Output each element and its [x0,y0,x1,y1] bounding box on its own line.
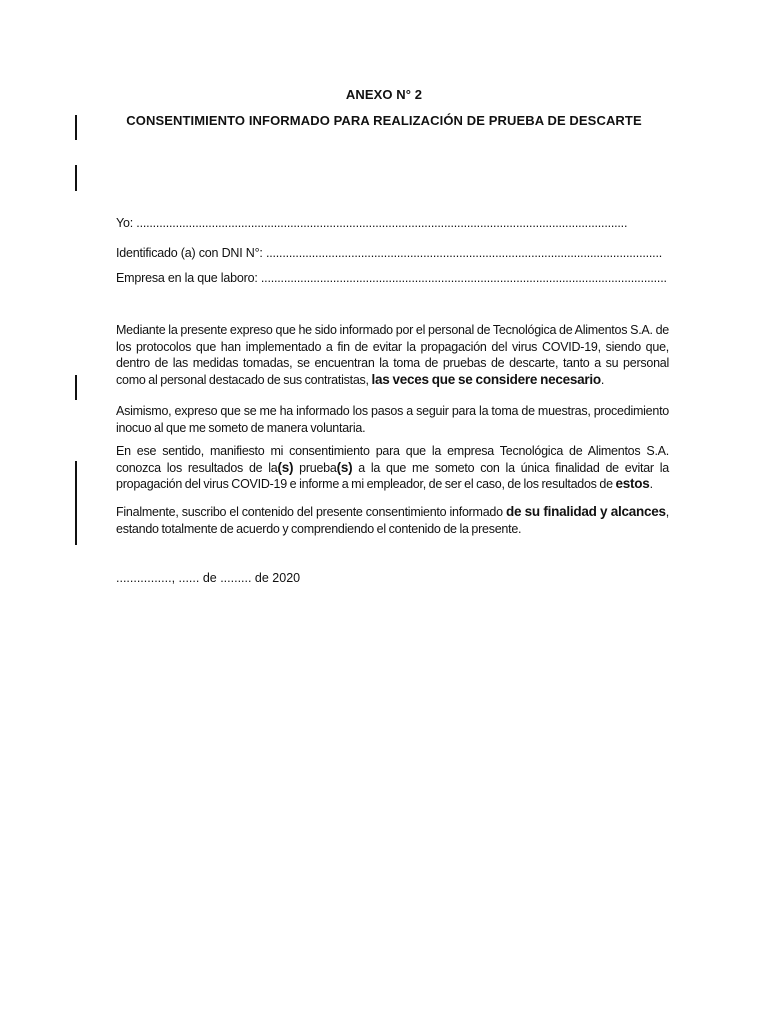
name-field-dots: ...................................................................................................................................................... [136,216,628,230]
paragraph-1 [116,322,669,388]
paragraph-3-text-1: En ese sentido, manifiesto mi consentimiento para que la empresa Tecnológica de Alimentos S.A. conozca los resultados de la [116,444,669,475]
document-subtitle: CONSENTIMIENTO INFORMADO PARA REALIZACIÓN DE PRUEBA DE DESCARTE [126,113,642,128]
margin-bar [75,461,77,545]
paragraph-4 [116,504,669,537]
paragraph-3-text-2: prueba [293,460,337,475]
name-field-label: Yo: [116,216,137,230]
paragraph-3-bold-3: estos [615,476,650,492]
document-title: ANEXO N° 2 [345,87,423,102]
paragraph-1-text: Mediante la presente expreso que he sido informado por el personal de Tecnológica de Alimentos S.A. de los protocolos que han implementado a fin de evitar la propagación del virus COVID-19, siendo que, dentro de las medidas tomadas, se encuentran la toma de pruebas de descarte, tanto a su personal como al personal destacado de sus contratistas, [116,323,669,387]
margin-bar [75,375,77,400]
paragraph-3-text-4: . [649,477,653,492]
paragraph-3-text-3: a la que me someto con la única finalidad de evitar la propagación del virus COVID-19 e informe a mi empleador, de ser el caso, de los resultados de [116,460,669,492]
paragraph-3-bold-2: (s) [336,459,353,475]
paragraph-1-end: . [600,372,605,387]
company-field [116,271,669,285]
paragraph-4-text-2: , estando totalmente de acuerdo y comprendiendo el contenido de la presente. [116,505,669,536]
paragraph-1-bold: las veces que se considere necesario [371,371,601,387]
name-field [116,216,669,230]
company-field-dots: ............................................................................................................................ [260,271,667,285]
paragraph-2: Asimismo, expreso que se me ha informado los pasos a seguir para la toma de muestras, procedimiento inocuo al que me someto de manera voluntaria. [116,404,669,435]
dni-field-label: Identificado (a) con DNI N°: [116,246,266,260]
date-line: ................, ...... de ......... de 2020 [116,571,301,585]
paragraph-4-text-1: Finalmente, suscribo el contenido del presente consentimiento informado [116,505,506,519]
paragraph-3 [116,443,669,493]
margin-bar [75,165,77,191]
dni-field [116,246,669,260]
dni-field-dots: ......................................................................................................................... [265,246,662,260]
paragraph-3-bold-1: (s) [277,459,294,475]
paragraph-4-bold: de su finalidad y alcances [505,504,666,519]
company-field-label: Empresa en la que laboro: [116,271,261,285]
